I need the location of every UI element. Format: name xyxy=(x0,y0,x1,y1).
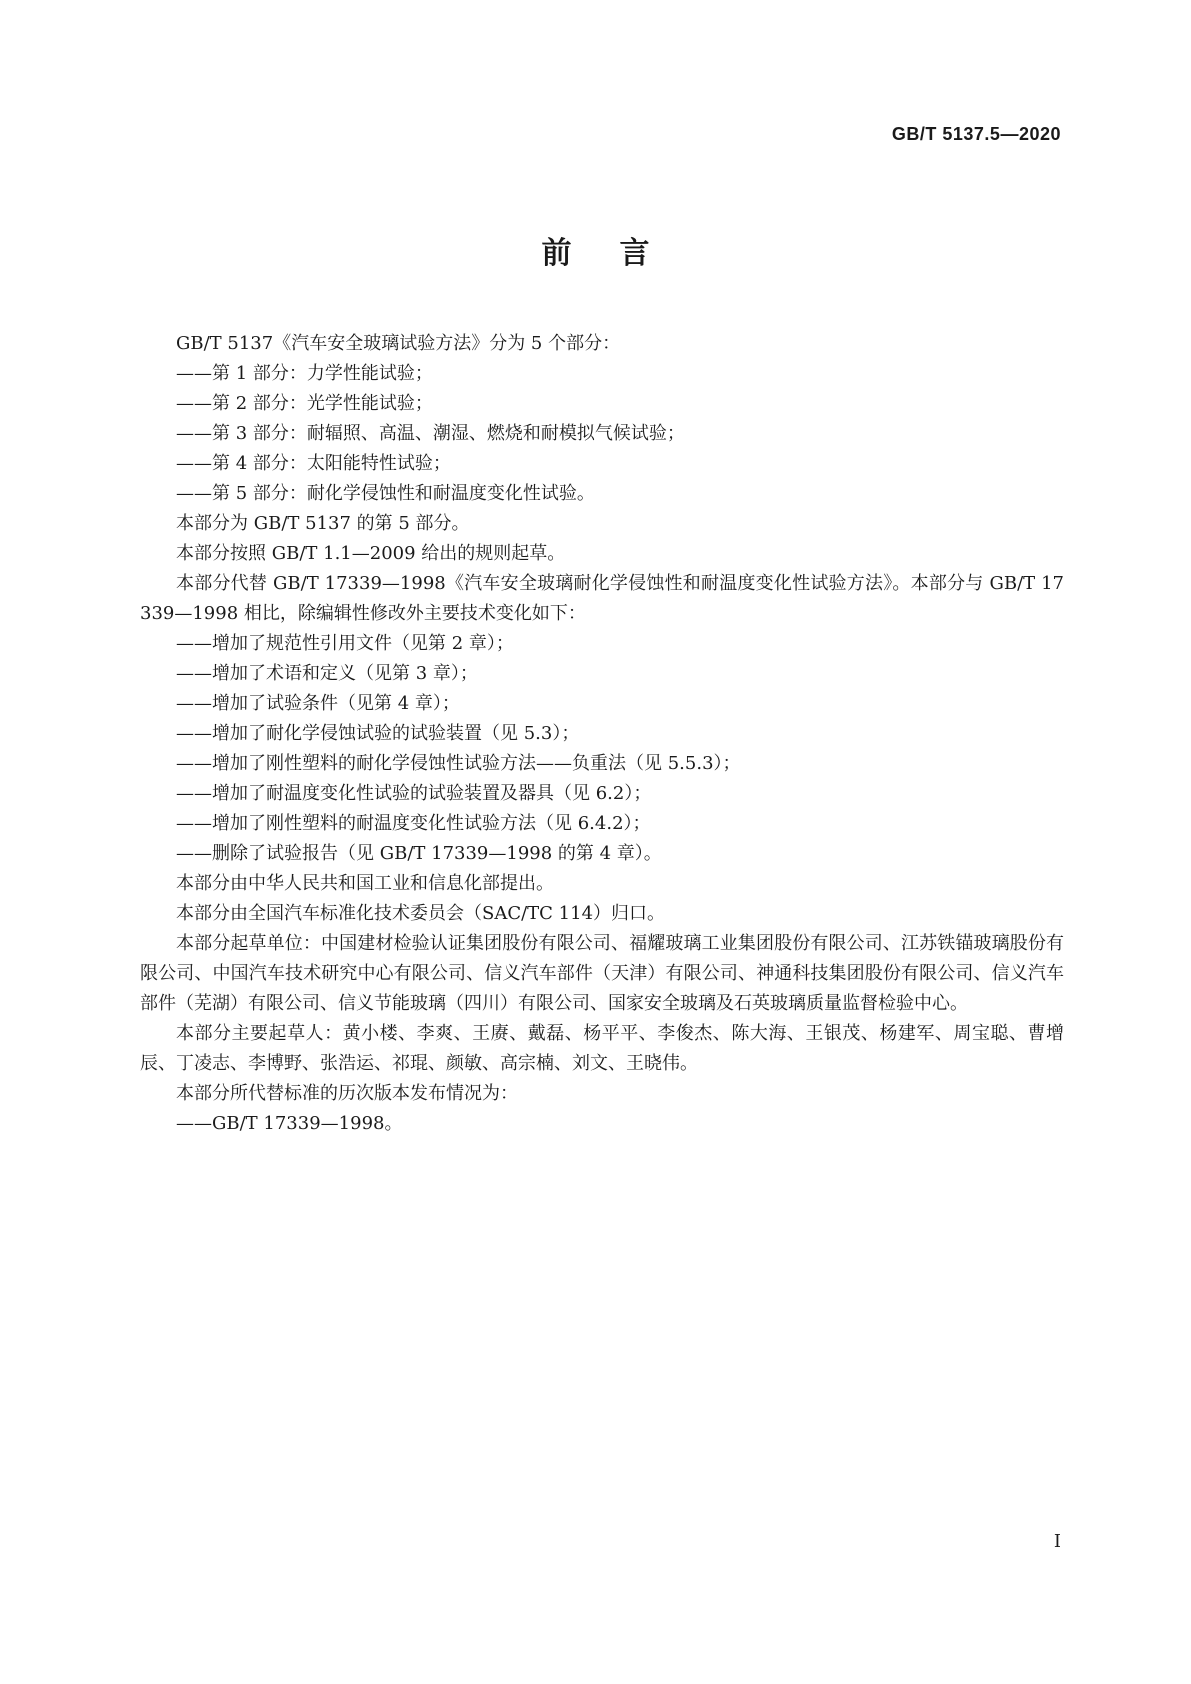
paragraph: 本部分为 GB/T 5137 的第 5 部分。 xyxy=(176,513,470,534)
list-item: ——增加了耐温度变化性试验的试验装置及器具（见 6.2）； xyxy=(176,783,652,804)
preface-body xyxy=(140,329,1064,1139)
list-item: ——第 1 部分：力学性能试验； xyxy=(176,363,433,384)
paragraph: 本部分起草单位：中国建材检验认证集团股份有限公司、福耀玻璃工业集团股份有限公司、江苏铁锚玻璃股份有限公司、中国汽车技术研究中心有限公司、信义汽车部件（天津）有限公司、神通科技集团股份有限公司、信义汽车部件（芜湖）有限公司、信义节能玻璃（四川）有限公司、国家安全玻璃及石英玻璃质量监督检验中心。 xyxy=(140,933,1064,1014)
list-item: ——第 4 部分：太阳能特性试验； xyxy=(176,453,451,474)
list-item: ——删除了试验报告（见 GB/T 17339—1998 的第 4 章）。 xyxy=(176,843,662,864)
list-item: ——第 3 部分：耐辐照、高温、潮湿、燃烧和耐模拟气候试验； xyxy=(176,423,685,444)
paragraph: 本部分由中华人民共和国工业和信息化部提出。 xyxy=(176,873,554,894)
list-item: ——GB/T 17339—1998。 xyxy=(176,1113,403,1134)
list-item: ——增加了刚性塑料的耐温度变化性试验方法（见 6.4.2）； xyxy=(176,813,651,834)
list-item: ——增加了术语和定义（见第 3 章）； xyxy=(176,663,478,684)
paragraph: 本部分由全国汽车标准化技术委员会（SAC/TC 114）归口。 xyxy=(176,903,666,924)
paragraph: 本部分代替 GB/T 17339—1998《汽车安全玻璃耐化学侵蚀性和耐温度变化性试验方法》。本部分与 GB/T 17339—1998 相比，除编辑性修改外主要技术变化如下： xyxy=(140,573,1064,624)
list-item: ——第 5 部分：耐化学侵蚀性和耐温度变化性试验。 xyxy=(176,483,595,504)
page-number: I xyxy=(1053,1531,1061,1552)
paragraph: GB/T 5137《汽车安全玻璃试验方法》分为 5 个部分： xyxy=(176,333,621,354)
list-item: ——增加了耐化学侵蚀试验的试验装置（见 5.3）； xyxy=(176,723,580,744)
list-item: ——第 2 部分：光学性能试验； xyxy=(176,393,433,414)
list-item: ——增加了试验条件（见第 4 章）； xyxy=(176,693,460,714)
list-item: ——增加了刚性塑料的耐化学侵蚀性试验方法——负重法（见 5.5.3）； xyxy=(176,753,741,774)
list-item: ——增加了规范性引用文件（见第 2 章）； xyxy=(176,633,514,654)
paragraph: 本部分主要起草人：黄小楼、李爽、王赓、戴磊、杨平平、李俊杰、陈大海、王银茂、杨建军、周宝聪、曹增辰、丁凌志、李博野、张浩运、祁琨、颜敏、高宗楠、刘文、王晓伟。 xyxy=(140,1023,1064,1074)
standard-code: GB/T 5137.5—2020 xyxy=(891,124,1061,144)
paragraph: 本部分所代替标准的历次版本发布情况为： xyxy=(176,1083,518,1104)
paragraph: 本部分按照 GB/T 1.1—2009 给出的规则起草。 xyxy=(176,543,566,564)
page-title: 前言 xyxy=(541,236,698,271)
